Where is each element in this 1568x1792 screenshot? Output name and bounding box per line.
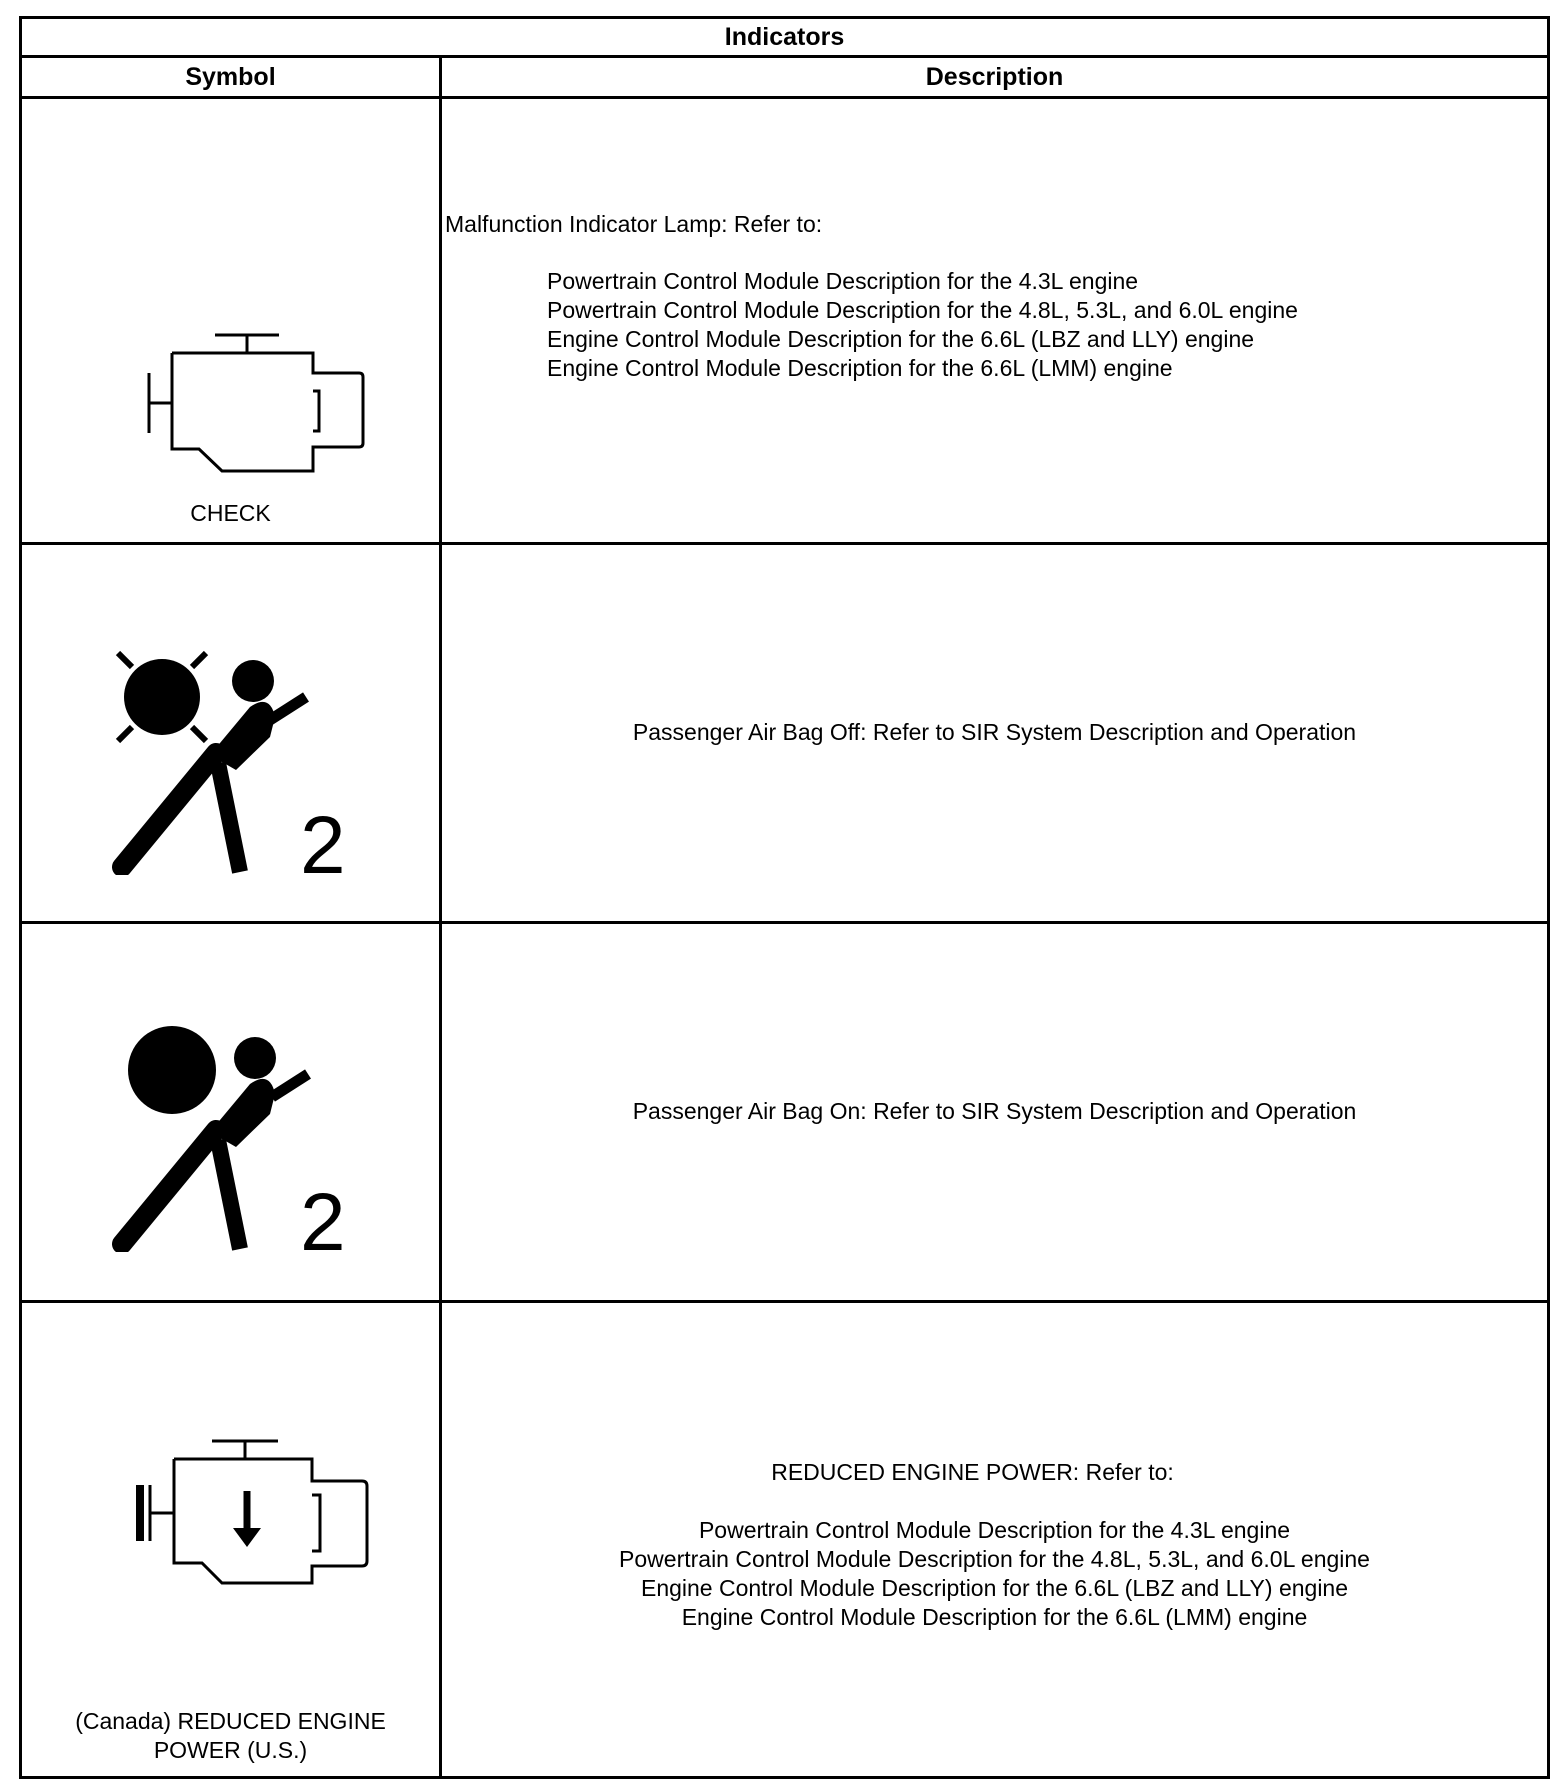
check-engine-icon <box>127 311 377 481</box>
description-lead: Malfunction Indicator Lamp: Refer to: <box>445 211 823 237</box>
column-header-description: Description <box>441 57 1549 98</box>
reference-item: Engine Control Module Description for the 6.6L (LBZ and LLY) engine <box>547 326 1255 352</box>
symbol-caption-line-2: POWER (U.S.) <box>153 1737 308 1763</box>
reference-item: Powertrain Control Module Description for the 4.3L engine <box>698 1517 1291 1543</box>
table-row <box>21 1302 1549 1778</box>
table-row <box>21 98 1549 544</box>
symbol-caption: CHECK <box>190 500 271 526</box>
column-header-symbol: Symbol <box>21 57 441 98</box>
reduced-engine-power-icon <box>132 1425 382 1595</box>
table-title: Indicators <box>21 18 1549 57</box>
passenger-airbag-on-icon <box>110 1022 385 1252</box>
description-cell <box>441 923 1549 1302</box>
description-text: Passenger Air Bag Off: Refer to SIR System Description and Operation <box>632 719 1357 745</box>
symbol-cell <box>21 1302 441 1778</box>
reference-item: Powertrain Control Module Description for the 4.8L, 5.3L, and 6.0L engine <box>619 1546 1370 1572</box>
symbol-caption-line-1: (Canada) REDUCED ENGINE <box>75 1708 386 1734</box>
description-cell <box>441 98 1549 544</box>
indicators-table <box>19 16 1550 1779</box>
description-cell <box>441 1302 1549 1778</box>
airbag-seat-number: 2 <box>300 800 346 875</box>
passenger-airbag-off-icon <box>110 645 385 875</box>
description-text: Passenger Air Bag On: Refer to SIR System Description and Operation <box>632 1098 1357 1124</box>
reference-item: Engine Control Module Description for the 6.6L (LMM) engine <box>547 355 1173 381</box>
description-lead: REDUCED ENGINE POWER: Refer to: <box>771 1459 1174 1485</box>
table-row <box>21 544 1549 923</box>
reference-list <box>442 1516 1547 1632</box>
symbol-cell <box>21 923 441 1302</box>
reference-item: Powertrain Control Module Description for the 4.3L engine <box>547 268 1139 294</box>
reference-item: Engine Control Module Description for the 6.6L (LMM) engine <box>681 1604 1308 1630</box>
reference-item: Engine Control Module Description for the 6.6L (LBZ and LLY) engine <box>640 1575 1349 1601</box>
airbag-seat-number: 2 <box>300 1177 346 1252</box>
table-row <box>21 923 1549 1302</box>
symbol-cell <box>21 98 441 544</box>
reference-list <box>547 267 1298 383</box>
description-cell <box>441 544 1549 923</box>
symbol-cell <box>21 544 441 923</box>
reference-item: Powertrain Control Module Description for the 4.8L, 5.3L, and 6.0L engine <box>547 297 1298 323</box>
